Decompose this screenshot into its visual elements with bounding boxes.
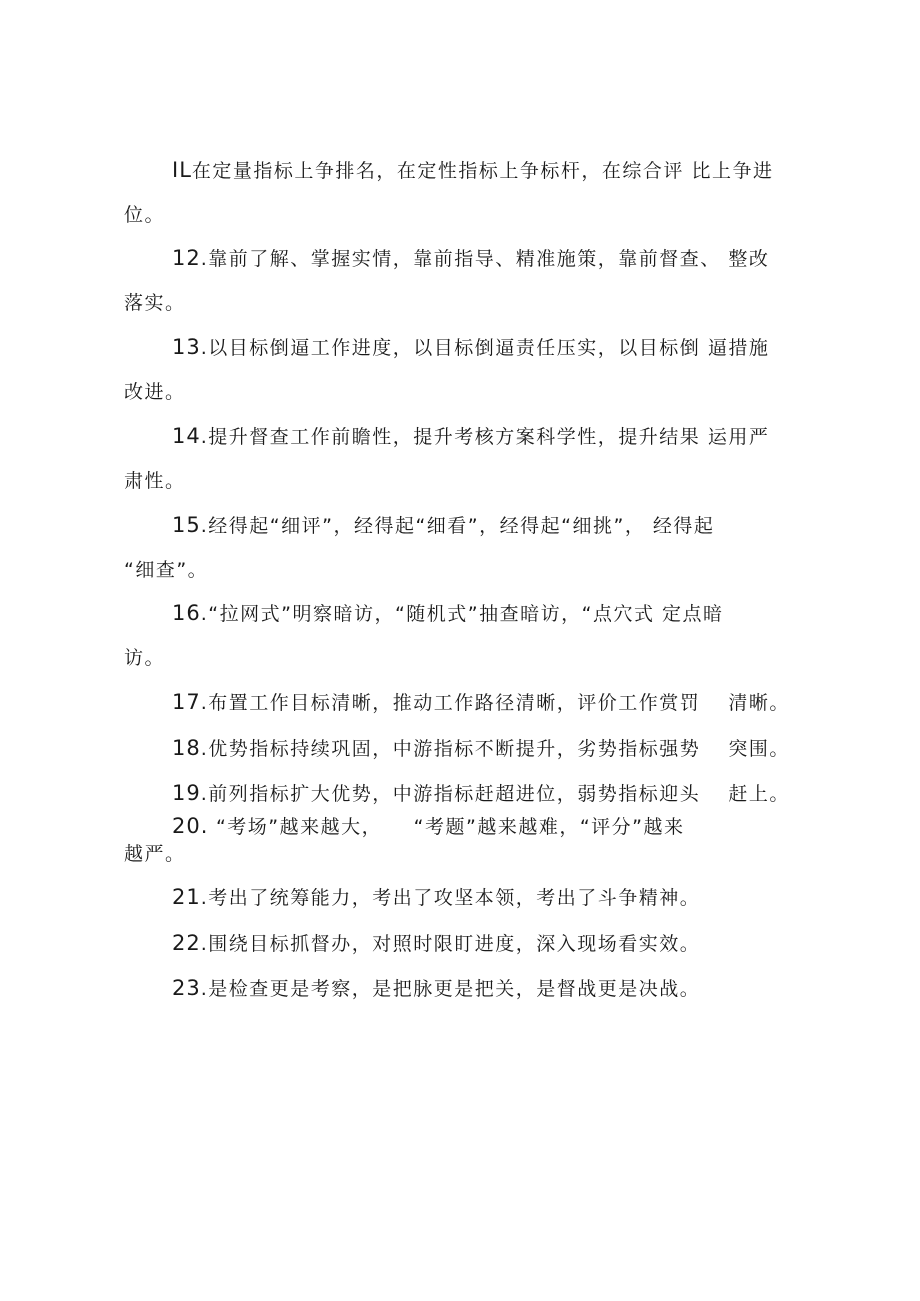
item-text: .经得起“细评”，经得起“细看”，经得起“细挑”， 经得起	[200, 515, 715, 537]
item-line-1	[172, 334, 769, 361]
item-line-1	[172, 930, 700, 957]
item-number: 12	[172, 246, 201, 270]
item-line-1	[172, 600, 724, 627]
item-line-1	[172, 423, 769, 450]
item-text: .提升督查工作前瞻性，提升考核方案科学性，提升结果 运用严	[200, 426, 770, 448]
item-number: 19	[172, 781, 201, 805]
item-text: .布置工作目标清晰，推动工作路径清晰，评价工作赏罚 清晰。	[200, 692, 790, 714]
item-text: “考场”越来越大， “考题”越来越难，“评分”越来	[208, 816, 685, 838]
item-line-1	[172, 157, 773, 184]
item-line-2: 访。	[124, 647, 166, 669]
item-line-1	[172, 689, 790, 716]
item-number: 14	[172, 424, 201, 448]
item-line-1	[172, 884, 700, 911]
item-text: .是检查更是考察，是把脉更是把关，是督战更是决战。	[200, 978, 701, 1000]
item-number: 23	[172, 976, 201, 1000]
item-text: .靠前了解、掌握实情，靠前指导、精准施策，靠前督查、 整改	[200, 248, 770, 270]
item-text: .优势指标持续巩固，中游指标不断提升，劣势指标强势 突围。	[200, 738, 790, 760]
item-line-1	[172, 813, 685, 840]
item-line-2: “细查”。	[124, 559, 209, 581]
item-line-2: 落实。	[124, 292, 186, 314]
item-number: 21	[172, 885, 201, 909]
item-line-2: 肃性。	[124, 470, 186, 492]
item-number: 15	[172, 513, 201, 537]
item-number: 16	[172, 601, 201, 625]
item-number: 18	[172, 736, 201, 760]
item-line-1	[172, 512, 714, 539]
item-number: 20.	[172, 814, 209, 838]
item-text: .考出了统筹能力，考出了攻坚本领，考出了斗争精神。	[200, 887, 701, 909]
item-line-2: 位。	[124, 204, 166, 226]
item-line-2: 越严。	[124, 843, 186, 865]
item-line-2: 改进。	[124, 381, 186, 403]
item-number: IL	[172, 158, 192, 182]
item-text: .围绕目标抓督办，对照时限盯进度，深入现场看实效。	[200, 933, 701, 955]
item-text: 在定量指标上争排名，在定性指标上争标杆，在综合评 比上争进	[191, 160, 774, 182]
item-number: 17	[172, 690, 201, 714]
item-line-1	[172, 780, 790, 807]
item-line-1	[172, 975, 700, 1002]
item-text: .前列指标扩大优势，中游指标赶超进位，弱势指标迎头 赶上。	[200, 783, 790, 805]
item-number: 13	[172, 335, 201, 359]
item-number: 22	[172, 931, 201, 955]
item-text: .“拉网式”明察暗访，“随机式”抽查暗访，“点穴式 定点暗	[200, 603, 724, 625]
item-text: .以目标倒逼工作进度，以目标倒逼责任压实，以目标倒 逼措施	[200, 337, 770, 359]
item-line-1	[172, 245, 769, 272]
item-line-1	[172, 735, 790, 762]
